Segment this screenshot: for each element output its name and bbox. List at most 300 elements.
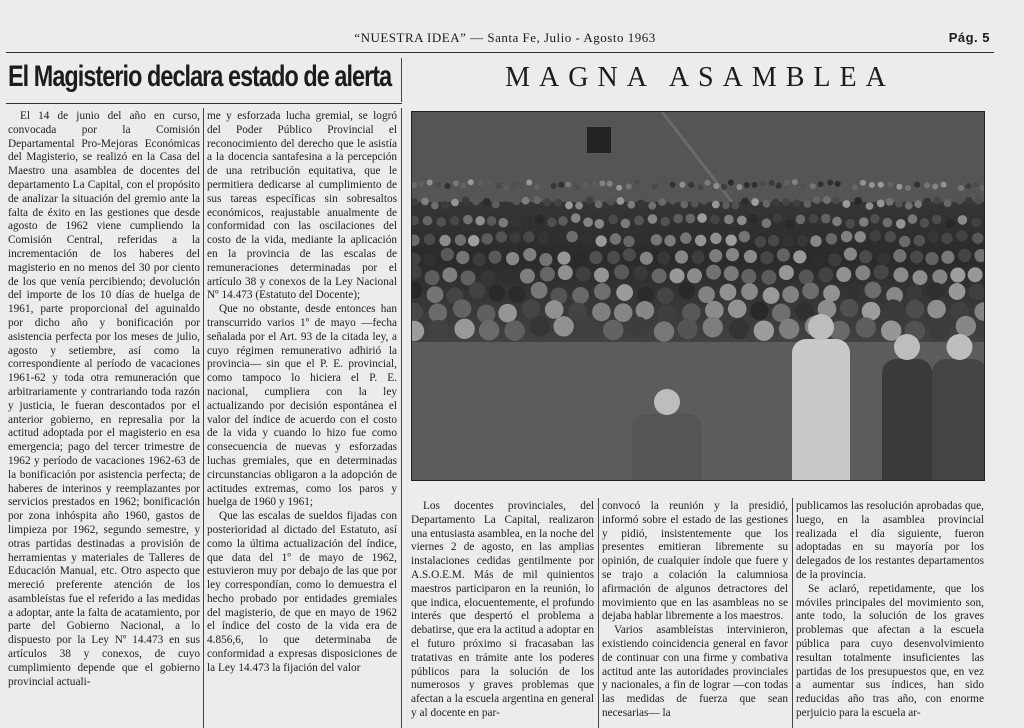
crowd-head <box>475 216 485 226</box>
crowd-head <box>669 197 677 205</box>
crowd-head <box>950 268 965 283</box>
crowd-head <box>782 286 799 303</box>
crowd-head <box>958 249 971 262</box>
crowd-head <box>886 198 894 206</box>
crowd-head <box>832 197 840 205</box>
crowd-head <box>640 252 653 265</box>
crowd-head <box>603 320 623 340</box>
right-article-column-1 <box>411 500 594 728</box>
crowd-head <box>504 320 524 340</box>
crowd-head <box>697 213 707 223</box>
crowd-head <box>896 219 906 229</box>
header-rule <box>6 52 994 53</box>
crowd-head <box>739 231 750 242</box>
crowd-head <box>932 269 947 284</box>
crowd-head <box>628 317 648 337</box>
crowd-head <box>818 267 833 282</box>
crowd-head <box>823 285 840 302</box>
person-head <box>947 334 973 360</box>
crowd-head <box>427 286 444 303</box>
crowd-head <box>941 251 954 264</box>
crowd-head <box>896 184 902 190</box>
crowd-head <box>513 197 521 205</box>
crowd-image <box>412 112 984 480</box>
crowd-head <box>744 182 750 188</box>
crowd-head <box>483 198 491 206</box>
crowd-head <box>724 266 739 281</box>
crowd-head <box>540 267 555 282</box>
crowd-head <box>670 182 676 188</box>
crowd-head <box>481 233 492 244</box>
crowd-head <box>968 283 984 300</box>
crowd-head <box>539 253 552 266</box>
crowd-head <box>958 185 964 191</box>
crowd-head <box>958 215 968 225</box>
crowd-head <box>811 253 824 266</box>
crowd-head <box>412 216 419 226</box>
crowd-head <box>469 282 486 299</box>
paragraph: Varios asambleístas intervinieron, existiendo coincidencia general en favor de continuar con una firme y combativa actitud ante las autoridades provinciales y nacionales, a fin de lograr —con todas las medidas de fuerza que sean necesarias— la <box>602 624 788 719</box>
crowd-head <box>828 253 841 266</box>
crowd-head <box>538 232 549 243</box>
crowd-head <box>661 179 667 185</box>
crowd-head <box>425 270 440 285</box>
crowd-head <box>843 182 849 188</box>
crowd-head <box>932 184 938 190</box>
crowd-head <box>818 181 824 187</box>
crowd-head <box>910 250 923 263</box>
crowd-head <box>509 286 526 303</box>
crowd-head <box>832 217 842 227</box>
crowd-head <box>502 202 510 210</box>
crowd-head <box>949 283 966 300</box>
crowd-head <box>460 182 466 188</box>
crowd-head <box>462 197 470 205</box>
crowd-head <box>487 216 497 226</box>
crowd-head <box>726 248 739 261</box>
crowd-head <box>429 304 448 323</box>
crowd-head <box>498 218 508 228</box>
crowd-head <box>924 182 930 188</box>
crowd-head <box>809 214 819 224</box>
person-head <box>894 334 920 360</box>
crowd-head <box>453 299 472 318</box>
column-divider <box>203 108 204 728</box>
masthead: “NUESTRA IDEA” — Santa Fe, Julio - Agosto 1963 <box>354 30 656 45</box>
crowd-head <box>755 236 766 247</box>
crowd-head <box>854 231 865 242</box>
crowd-head <box>651 234 662 245</box>
crowd-head <box>728 300 747 319</box>
crowd-head <box>607 198 615 206</box>
crowd-head <box>854 197 862 205</box>
crowd-head <box>511 182 517 188</box>
crowd-head <box>973 182 979 188</box>
crowd-head <box>923 198 931 206</box>
crowd-head <box>436 217 446 227</box>
crowd-head <box>859 250 872 263</box>
crowd-head <box>553 316 573 336</box>
paragraph: Que no obstante, desde entonces han transcurrido varios 1º de mayo —fecha señalada por el Art. 93 de la citada ley, a cuyo régimen remunerativo adhirió la provincia— sin que el P. E. provincial, como tampoco lo hiciera el P. E. nacional, cumpliera con la ley actualizando por decisión espontánea el valor del índice de acuerdo con el costo de la vida y cuando lo hizo fue como consecuencia de nuevas y esforzadas luchas gremiales, que en determinadas circunstancias obligaron a la adopción de actitudes extremas, como los paros y huelga de 1960 y 1961; <box>207 303 397 509</box>
crowd-head <box>575 202 583 210</box>
crowd-head <box>906 300 925 319</box>
crowd-head <box>565 181 571 187</box>
crowd-head <box>412 235 420 246</box>
crowd-head <box>680 232 691 243</box>
crowd-head <box>748 214 758 224</box>
crowd-head <box>534 184 540 190</box>
crowd-head <box>782 198 790 206</box>
crowd-head <box>558 216 568 226</box>
column-divider <box>598 498 599 728</box>
crowd-head <box>930 320 950 340</box>
crowd-head <box>669 268 684 283</box>
crowd-head <box>744 250 757 263</box>
left-article-title: El Magisterio declara estado de alerta <box>8 60 392 93</box>
crowd-head <box>870 214 880 224</box>
paragraph: me y esforzada lucha gremial, se logró del Poder Público Provincial el reconocimiento del derecho que le asistía a la docencia santafesina a la percepción de una retribución equitativa, que le permitiera dedicarse al cumplimiento de sus tareas específicas sin sobresaltos económicos, reajustable anualmente de conformidad con las oscilaciones del costo de la vida, mediante la aplicación en la provincia de las escalas de remuneraciones determinadas por el artículo 38 y conexos de la Ley Nacional Nº 14.473 (Estatuto del Docente); <box>207 110 397 302</box>
crowd-head <box>803 200 811 208</box>
crowd-head <box>899 236 910 247</box>
crowd-head <box>496 183 502 189</box>
crowd-head <box>695 235 706 246</box>
crowd-head <box>941 182 947 188</box>
crowd-head <box>893 249 906 262</box>
crowd-head <box>874 265 889 280</box>
crowd-head <box>455 234 466 245</box>
crowd-head <box>754 320 774 340</box>
paragraph: convocó la reunión y la presidió, informó sobre el estado de las gestiones y pidió, insistentemente que los presentes emitieran libremente su opinión, de cualquier índole que fuere y se trajo a colación la calumniosa afirmación de algunos detractores del movimiento que en las asambleas no se dejaba hablar libremente a los maestros. <box>602 500 788 623</box>
crowd-head <box>720 284 737 301</box>
crowd-head <box>704 180 710 186</box>
crowd-head <box>547 218 557 228</box>
crowd-head <box>703 317 723 337</box>
crowd-head <box>944 199 952 207</box>
crowd-head <box>506 252 519 265</box>
page-header <box>0 30 1024 52</box>
crowd-head <box>473 253 486 266</box>
crowd-head <box>697 184 703 190</box>
crowd-head <box>583 217 593 227</box>
crowd-head <box>687 268 702 283</box>
crowd-head <box>906 284 923 301</box>
crowd-head <box>728 179 734 185</box>
crowd-head <box>852 184 858 190</box>
crowd-head <box>412 303 423 322</box>
crowd-head <box>914 200 922 208</box>
crowd-head <box>799 269 814 284</box>
crowd-head <box>797 235 808 246</box>
crowd-head <box>510 218 520 228</box>
crowd-head <box>710 215 720 225</box>
crowd-head <box>412 321 424 341</box>
crowd-head <box>840 299 859 318</box>
left-article-column-2 <box>207 110 397 728</box>
page-number: Pág. 5 <box>948 30 990 45</box>
crowd-head <box>769 180 775 186</box>
paragraph: Que las escalas de sueldos fijadas con posterioridad al dictado del Estatuto, así como la última actualización del índice, que data del 1º de mayo de 1962, estuvieron muy por debajo de las que por ley correspondían, como lo demuestra el hecho probado por entidades gremiales del magisterio, de que en mayo de 1962 el índice del costo de la vida era de 4.856,6, lo que determinaba de conformidad a expresas disposiciones de la Ley 14.473 la fijación del valor <box>207 510 397 674</box>
crowd-head <box>441 248 454 261</box>
crowd-head <box>481 270 496 285</box>
crowd-head <box>870 230 881 241</box>
paragraph: publicamos las resolución aprobadas que, luego, en la asamblea provincial realizada el día siguiente, fueron adoptadas en su mayoría por los delegados de los restantes departamentos de la provincia. <box>796 500 984 581</box>
crowd-head <box>859 217 869 227</box>
paragraph: Los docentes provinciales, del Departamento La Capital, realizaron una entusiasta asamblea, en la noche del viernes 2 de agosto, en las amplias instalaciones cedidas gentilmente por A.S.O.E.M. Más de mil quinientos maestros participaron en la reunión, lo que indica, elocuentemente, el profundo interés que despertó el problema a debatirse, que era la actitud a adoptar en el futuro próximo si fracasaban las tratativas en trámite ante los poderes públicos para la solución de los numerosos y graves problemas que afectan a la escuela argentina en general y al docente en par- <box>411 500 594 719</box>
crowd-head <box>553 231 564 242</box>
crowd-head <box>658 304 677 323</box>
crowd-head <box>557 251 570 264</box>
crowd-head <box>533 196 541 204</box>
crowd-head <box>796 215 806 225</box>
crowd-head <box>423 253 436 266</box>
crowd-head <box>522 197 530 205</box>
crowd-head <box>595 219 605 229</box>
article-divider <box>401 108 402 728</box>
crowd-head <box>431 202 439 210</box>
crowd-head <box>752 182 758 188</box>
person-figure <box>632 414 702 480</box>
crowd-head <box>932 215 942 225</box>
crowd-head <box>468 235 479 246</box>
paragraph: El 14 de junio del año en curso, convocada por la Comisión Departamental Pro-Mejoras Económicas del Magisterio, se realizó en la Casa del Maestro una asamblea de docentes del departamento La Capital, con el propósito de analizar la situación del gremio ante la falta de éxito en las gestiones que desde agosto de 1962 viene cumpliendo la Comisión Central, referidas a la incrementación de los haberes del magisterio en no menos del 30 por ciento de los que venía percibiendo; devolución del importe de los 10 días de huelga de 1961, parte proporcional del aguinaldo por dicho año y bonificación por asistencia perfecta por los meses de julio, agosto y setiembre, así como la correspondiente al período de vacaciones 1961-62 y toda otra remuneración que arbitrariamente y contrariando toda razón y justicia, le fueran descontados por el anterior gobierno, en represalia por la actitud adoptada por el magisterio en esa emergencia; pago del tercer trimestre de 1962 y período de vacaciones 1962-63 de la bonificación por asistencia perfecta; de haberes de interinos y reemplazantes por servicios prestados en 1962; bonificación por zona inhóspita año 1960, gastos de limpieza por 1962, segundo semestre, y otras partidas destinadas a provisión de herramientas y materiales de Talleres de Educación Manual, etc. Otro aspecto que mereció preferente atención de los asambleístas fue el referido a las medidas a adoptar, ante la falta de acatamiento, por parte del Gobierno Nacional, a lo dispuesto por la Ley Nº 14.473 en sus artículos 38 y conexos, de cuyo cumplimiento depende que el gobierno provincial actuali- <box>8 110 200 688</box>
crowd-head <box>581 233 592 244</box>
column-divider <box>792 498 793 728</box>
crowd-head <box>821 214 831 224</box>
crowd-head <box>496 231 507 242</box>
crowd-head <box>677 319 697 339</box>
crowd-head <box>972 218 982 228</box>
crowd-head <box>595 235 606 246</box>
crowd-head <box>412 253 421 266</box>
crowd-head <box>750 302 769 321</box>
crowd-head <box>965 197 973 205</box>
crowd-head <box>785 219 795 229</box>
crowd-head <box>974 249 984 262</box>
crowd-head <box>453 180 459 186</box>
crowd-head <box>664 235 675 246</box>
crowd-head <box>864 282 881 299</box>
crowd-head <box>642 180 648 186</box>
crowd-head <box>972 232 983 243</box>
crowd-head <box>637 287 654 304</box>
crowd-head <box>456 251 469 264</box>
person-figure <box>882 359 932 480</box>
crowd-head <box>866 202 874 210</box>
crowd-head <box>673 214 683 224</box>
crowd-head <box>614 303 633 322</box>
crowd-head <box>488 285 505 302</box>
crowd-head <box>810 235 821 246</box>
crowd-head <box>741 269 756 284</box>
crowd-head <box>451 199 459 207</box>
crowd-head <box>800 183 806 189</box>
crowd-head <box>928 231 939 242</box>
crowd-head <box>773 213 783 223</box>
crowd-head <box>424 234 435 245</box>
crowd-head <box>946 219 956 229</box>
crowd-head <box>498 304 517 323</box>
crowd-head <box>792 179 798 185</box>
crowd-head <box>950 179 956 185</box>
crowd-head <box>637 200 645 208</box>
crowd-head <box>427 179 433 185</box>
crowd-head <box>777 248 790 261</box>
crowd-head <box>585 197 593 205</box>
crowd-head <box>607 181 613 187</box>
crowd-head <box>658 198 666 206</box>
crowd-head <box>826 233 837 244</box>
crowd-head <box>725 235 736 246</box>
crowd-head <box>627 201 635 209</box>
crowd-head <box>418 180 424 186</box>
crowd-head <box>657 287 674 304</box>
crowd-head <box>468 179 474 185</box>
crowd-head <box>660 217 670 227</box>
crowd-head <box>698 286 715 303</box>
crowd-head <box>558 182 564 188</box>
crowd-head <box>823 196 831 204</box>
crowd-head <box>621 219 631 229</box>
crowd-head <box>941 233 952 244</box>
crowd-head <box>914 182 920 188</box>
crowd-head <box>529 316 549 336</box>
crowd-head <box>776 183 782 189</box>
crowd-head <box>710 233 721 244</box>
crowd-head <box>576 267 591 282</box>
crowd-head <box>589 251 602 264</box>
crowd-head <box>700 197 708 205</box>
crowd-head <box>412 282 422 299</box>
crowd-head <box>827 179 833 185</box>
crowd-head <box>712 201 720 209</box>
crowd-head <box>760 251 773 264</box>
crowd-head <box>487 180 493 186</box>
crowd-head <box>810 183 816 189</box>
crowd-head <box>623 236 634 247</box>
crowd-head <box>779 265 794 280</box>
crowd-head <box>554 199 562 207</box>
crowd-head <box>802 282 819 299</box>
crowd-head <box>634 179 640 185</box>
crowd-head <box>675 250 688 263</box>
crowd-head <box>768 235 779 246</box>
crowd-head <box>741 198 749 206</box>
crowd-head <box>617 197 625 205</box>
crowd-head <box>956 197 964 205</box>
crowd-head <box>956 230 967 241</box>
crowd-head <box>594 268 609 283</box>
crowd-head <box>623 248 636 261</box>
crowd-head <box>691 200 699 208</box>
crowd-head <box>887 181 893 187</box>
crowd-head <box>441 201 449 209</box>
crowd-head <box>616 185 622 191</box>
crowd-head <box>616 284 633 301</box>
crowd-head <box>731 201 739 209</box>
crowd-head <box>607 251 620 264</box>
crowd-head <box>860 180 866 186</box>
crowd-head <box>543 198 551 206</box>
crowd-head <box>454 319 474 339</box>
crowd-head <box>878 182 884 188</box>
crowd-head <box>679 182 685 188</box>
crowd-head <box>965 183 971 189</box>
crowd-head <box>844 284 861 301</box>
right-article-column-2 <box>602 500 788 728</box>
title-divider <box>401 58 402 102</box>
crowd-head <box>518 184 524 190</box>
crowd-head <box>592 182 598 188</box>
crowd-head <box>835 181 841 187</box>
crowd-head <box>869 182 875 188</box>
crowd-head <box>678 282 695 299</box>
right-article-title: MAGNA ASAMBLEA <box>505 62 895 93</box>
crowd-head <box>914 235 925 246</box>
crowd-head <box>968 267 983 282</box>
crowd-head <box>729 319 749 339</box>
crowd-head <box>813 196 821 204</box>
crowd-head <box>713 183 719 189</box>
crowd-head <box>634 216 644 226</box>
crowd-head <box>574 185 580 191</box>
crowd-head <box>855 265 870 280</box>
crowd-head <box>905 185 911 191</box>
crowd-head <box>526 179 532 185</box>
person-head <box>654 389 680 415</box>
crowd-head <box>751 198 759 206</box>
crowd-head <box>895 200 903 208</box>
crowd-head <box>582 182 588 188</box>
crowd-head <box>772 199 780 207</box>
crowd-head <box>691 251 704 264</box>
crowd-head <box>500 269 515 284</box>
crowd-head <box>510 232 521 243</box>
crowd-head <box>599 180 605 186</box>
crowd-head <box>652 268 667 283</box>
crowd-head <box>908 214 918 224</box>
crowd-head <box>551 183 557 189</box>
crowd-head <box>724 215 734 225</box>
crowd-head <box>705 301 724 320</box>
crowd-head <box>648 202 656 210</box>
crowd-head <box>412 265 422 280</box>
crowd-head <box>648 214 658 224</box>
crowd-head <box>741 283 758 300</box>
crowd-head <box>974 302 984 321</box>
crowd-head <box>445 183 451 189</box>
crowd-head <box>657 252 670 265</box>
crowd-head <box>975 197 983 205</box>
crowd-head <box>520 269 535 284</box>
crowd-head <box>762 218 772 228</box>
crowd-head <box>626 183 632 189</box>
crowd-head <box>566 231 577 242</box>
crowd-head <box>573 252 586 265</box>
crowd-head <box>877 200 885 208</box>
crowd-head <box>565 201 573 209</box>
crowd-head <box>933 196 941 204</box>
crowd-head <box>884 299 903 318</box>
crowd-head <box>856 317 876 337</box>
crowd-head <box>558 265 573 280</box>
crowd-head <box>435 181 441 187</box>
crowd-head <box>421 197 429 205</box>
left-article-column-1 <box>8 110 200 728</box>
crowd-head <box>478 180 484 186</box>
crowd-head <box>920 218 930 228</box>
crowd-head <box>883 218 893 228</box>
crowd-head <box>523 248 536 261</box>
